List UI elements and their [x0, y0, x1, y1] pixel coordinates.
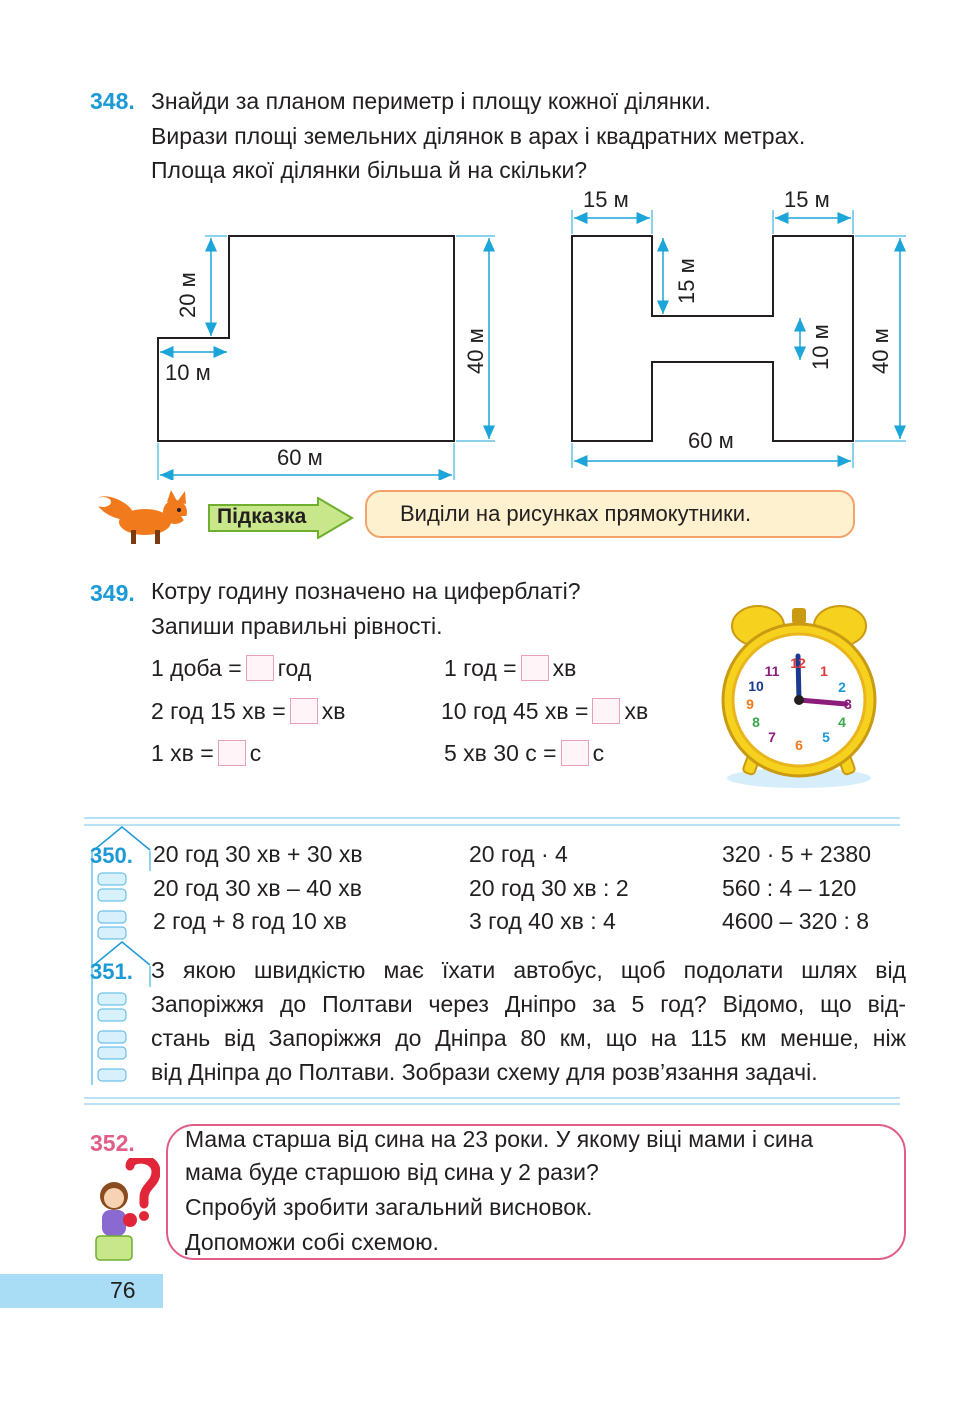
answer-box[interactable] [218, 740, 246, 766]
task-number-349: 349. [90, 580, 135, 606]
clock-digit-5: 5 [822, 729, 830, 745]
label-10m: 10 м [165, 360, 211, 385]
label-15m-right: 15 м [784, 187, 830, 212]
label-60m-fig2: 60 м [688, 428, 734, 453]
task-352-line-4: Допоможи собі схемою. [185, 1229, 439, 1255]
task-350-col2-2: 20 год 30 хв : 2 [469, 875, 629, 901]
girl-question-illustration [86, 1158, 160, 1264]
clock-digit-1: 1 [820, 663, 828, 679]
clock-digit-12: 12 [790, 655, 806, 671]
label-15m-vertical: 15 м [674, 258, 699, 304]
equation-unit: хв [552, 655, 577, 681]
task-350-col1-2: 20 год 30 хв – 40 хв [153, 875, 362, 901]
task-351-line-2: Запоріжжя до Полтави через Дніпро за 5 год? Відомо, що від- [151, 991, 906, 1017]
alarm-clock-icon [716, 592, 882, 792]
task-349-line-2: Запиши правильні рівності. [151, 613, 443, 639]
equation-unit: с [592, 740, 605, 766]
answer-box[interactable] [521, 655, 549, 681]
task-350-col3-1: 320 · 5 + 2380 [722, 841, 871, 867]
task-350-col1-3: 2 год + 8 год 10 хв [153, 908, 347, 934]
label-40m-fig2: 40 м [868, 328, 893, 374]
task-352-line-1: Мама старша від сина на 23 роки. У якому віці мами і сина [185, 1126, 814, 1152]
equation-left-1 [151, 651, 311, 685]
equation-text: 1 доба = [151, 655, 242, 681]
equation-unit: с [249, 740, 262, 766]
answer-box[interactable] [592, 698, 620, 724]
page-number: 76 [110, 1277, 136, 1303]
label-40m-fig1: 40 м [463, 328, 488, 374]
task-number-350: 350. [90, 843, 133, 868]
task-352-line-3: Спробуй зробити загальний висновок. [185, 1194, 593, 1220]
equation-text: 2 год 15 хв = [151, 698, 286, 724]
task-350-col2-3: 3 год 40 хв : 4 [469, 908, 616, 934]
page-number-bar [0, 1274, 163, 1308]
equation-left-2 [151, 694, 345, 728]
clock-digit-9: 9 [746, 696, 754, 712]
task-349-line-1: Котру годину позначено на циферблаті? [151, 578, 581, 604]
label-15m-left: 15 м [583, 187, 629, 212]
clock-digit-11: 11 [764, 663, 780, 679]
task-350-col3-2: 560 : 4 – 120 [722, 875, 857, 901]
equation-right-1 [444, 651, 576, 685]
clock-digit-6: 6 [795, 737, 803, 753]
task-352-line-2: мама буде старшою від сина у 2 рази? [185, 1159, 599, 1185]
answer-box[interactable] [561, 740, 589, 766]
task-number-351: 351. [90, 959, 133, 984]
clock-digit-3: 3 [844, 696, 852, 712]
hint-label: Підказка [217, 505, 307, 528]
equation-unit: хв [321, 698, 346, 724]
fox-illustration [95, 486, 200, 548]
task-number-348: 348. [90, 88, 135, 114]
task-350-col2-1: 20 год · 4 [469, 841, 568, 867]
clock-digit-10: 10 [748, 678, 764, 694]
equation-text: 5 хв 30 с = [444, 740, 557, 766]
answer-box[interactable] [290, 698, 318, 724]
task-348-line-2: Вирази площі земельних ділянок в арах і квадратних метрах. [151, 123, 806, 149]
equation-unit: хв [624, 698, 649, 724]
equation-left-3 [151, 736, 261, 770]
task-351-line-1: З якою швидкістю має їхати автобус, щоб подолати шлях від [151, 957, 906, 983]
label-10m-fig2: 10 м [808, 324, 833, 370]
task-348-line-3: Площа якої ділянки більша й на скільки? [151, 157, 588, 183]
clock-digit-4: 4 [838, 714, 846, 730]
task-350-col1-1: 20 год 30 хв + 30 хв [153, 841, 363, 867]
equation-text: 10 год 45 хв = [441, 698, 589, 724]
label-20m: 20 м [175, 272, 200, 318]
clock-digit-8: 8 [752, 714, 760, 730]
answer-box[interactable] [246, 655, 274, 681]
equation-unit: год [277, 655, 312, 681]
task-number-352: 352. [90, 1130, 135, 1156]
task-351-line-4: від Дніпра до Полтави. Зобрази схему для розв’язання задачі. [151, 1059, 818, 1085]
plot-1-outline [158, 236, 454, 441]
task-348-line-1: Знайди за планом периметр і площу кожної ділянки. [151, 88, 711, 114]
equation-right-2 [441, 694, 648, 728]
equation-right-3 [444, 736, 604, 770]
clock-digit-2: 2 [838, 679, 846, 695]
hint-text: Виділи на рисунках прямокутники. [400, 501, 752, 526]
plot-plans-figure [0, 0, 980, 480]
label-60m-fig1: 60 м [277, 445, 323, 470]
equation-text: 1 хв = [151, 740, 214, 766]
equation-text: 1 год = [444, 655, 517, 681]
clock-digit-7: 7 [768, 729, 776, 745]
task-350-col3-3: 4600 – 320 : 8 [722, 908, 870, 934]
task-351-line-3: стань від Запоріжжя до Дніпра 80 км, що на 115 км менше, ніж [151, 1025, 906, 1051]
